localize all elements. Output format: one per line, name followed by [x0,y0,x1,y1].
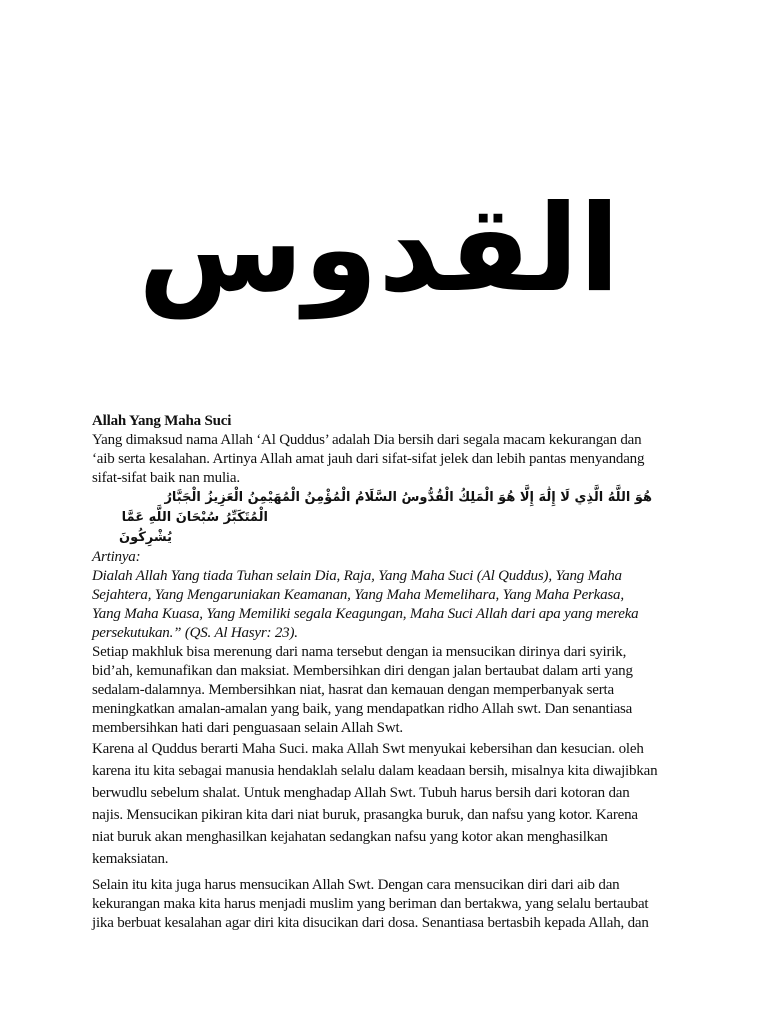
paragraph-kebersihan [92,738,712,870]
translation-line: persekutukan.” (QS. Al Hasyr: 23). [92,625,298,641]
arabic-verse-line: يُشْرِكُونَ [118,530,172,545]
intro-line: Yang dimaksud nama Allah ‘Al Quddus’ adalah Dia bersih dari segala macam kekurangan dan [92,432,642,448]
paragraph-line: jika berbuat kesalahan agar diri kita disucikan dari dosa. Senantiasa bertasbih kepada Allah, dan [92,915,649,931]
paragraph-line: najis. Mensucikan pikiran kita dari niat buruk, prasangka buruk, dan nafsu yang kotor. Karena [92,807,638,823]
translation-line: Dialah Allah Yang tiada Tuhan selain Dia, Raja, Yang Maha Suci (Al Quddus), Yang Maha [92,568,622,584]
al-quddus-calligraphy: القدوس [137,180,620,319]
paragraph-line: Selain itu kita juga harus mensucikan Allah Swt. Dengan cara mensucikan diri dari aib dan [92,877,620,893]
paragraph-line: sedalam-dalamnya. Membersihkan niat, hasrat dan kemauan dengan memperbanyak serta [92,682,614,698]
arabic-verse-line: هُوَ اللَّهُ الَّذِي لَا إِلَٰهَ إِلَّا هُوَ الْمَلِكُ الْقُدُّوسُ السَّلَامُ الْمُؤْمِنُ الْمُهَيْمِنُ الْعَزِيزُ الْجَبَّارُ [164,490,652,505]
paragraph-line: karena itu kita sebagai manusia hendaklah selalu dalam keadaan bersih, misalnya kita diwajibkan [92,763,658,779]
paragraph-line: bid’ah, kemunafikan dan maksiat. Membersihkan diri dengan jalan bertaubat dalam arti yang [92,663,633,679]
paragraph-line: niat buruk akan menghasilkan kejahatan sedangkan nafsu yang kotor akan menghasilkan [92,829,608,845]
intro-line: ‘aib serta kesalahan. Artinya Allah amat jauh dari sifat-sifat jelek dan lebih pantas menyandang [92,451,645,467]
section-heading: Allah Yang Maha Suci [92,413,232,429]
document-body [92,412,712,933]
translation-label: Artinya: [92,549,141,565]
translation-line: Yang Maha Kuasa, Yang Memiliki segala Keagungan, Maha Suci Allah dari apa yang mereka [92,606,639,622]
paragraph-line: kemaksiatan. [92,851,169,867]
paragraph-line: Setiap makhluk bisa merenung dari nama tersebut dengan ia mensucikan dirinya dari syirik, [92,644,627,660]
translation-line: Sejahtera, Yang Mengaruniakan Keamanan, Yang Maha Memelihara, Yang Maha Perkasa, [92,587,624,603]
paragraph-line: Karena al Quddus berarti Maha Suci. maka Allah Swt menyukai kebersihan dan kesucian. oleh [92,741,644,757]
arabic-verse-line: الْمُتَكَبِّرُ سُبْحَانَ اللَّهِ عَمَّا [121,510,268,525]
paragraph-line: kekurangan maka kita harus menjadi muslim yang beriman dan bertakwa, yang selalu bertaubat [92,896,649,912]
paragraph-line: meningkatkan amalan-amalan yang baik, yang mendapatkan ridho Allah swt. Dan senantiasa [92,701,633,717]
paragraph-line: berwudlu sebelum shalat. Untuk menghadap Allah Swt. Tubuh harus bersih dari kotoran dan [92,785,630,801]
paragraph-line: membersihkan hati dari penguasaan selain Allah Swt. [92,720,403,736]
intro-line: sifat-sifat baik nan mulia. [92,470,240,486]
